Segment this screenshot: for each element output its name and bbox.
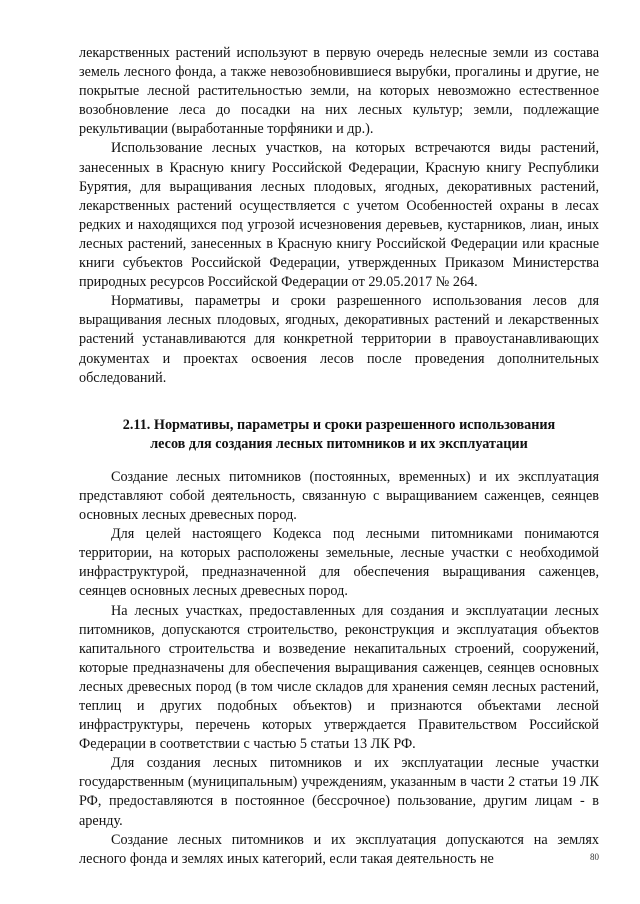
paragraph: На лесных участках, предоставленных для создания и эксплуатации лесных питомников, допускаются строительство, реконструкция и эксплуатация объектов капитального строительства и возведение некапитальных строений, сооружений, которые предназначены для обеспечения выращивания саженцев, сеянцев основных лесных древесных пород (в том числе складов для хранения семян лесных растений, теплиц и других подобных объектов) и признаются объектами лесной инфраструктуры, перечень которых утверждается Правительством Российской Федерации в соответствии с частью 5 статьи 13 ЛК РФ. [79, 602, 599, 753]
paragraph: Нормативы, параметры и сроки разрешенного использования лесов для выращивания лесных плодовых, ягодных, декоративных растений и лекарственных растений устанавливаются для конкретной территории в правоустанавливающих документах и проектах освоения лесов после проведения дополнительных обследований. [79, 293, 599, 386]
page-body [79, 44, 599, 869]
paragraph: Использование лесных участков, на которых встречаются виды растений, занесенных в Красную книгу Российской Федерации, Красную книгу Республики Бурятия, для выращивания лесных плодовых, ягодных, декоративных растений, лекарственных растений осуществляется с учетом Особенностей охраны в лесах редких и находящихся под угрозой исчезновения деревьев, кустарников, лиан, иных лесных растений, занесенных в Красную книгу Российской Федерации или красные книги субъектов Российской Федерации, утвержденных Приказом Министерства природных ресурсов Российской Федерации от 29.05.2017 № 264. [79, 140, 599, 291]
section-heading [79, 416, 599, 454]
section-heading-line: 2.11. Нормативы, параметры и сроки разрешенного использования [122, 416, 556, 433]
paragraph: Создание лесных питомников (постоянных, временных) и их эксплуатация представляют собой деятельность, связанную с выращиванием саженцев, сеянцев основных лесных древесных пород. [79, 468, 599, 524]
paragraph: Для целей настоящего Кодекса под лесными питомниками понимаются территории, на которых расположены земельные, лесные участки с необходимой инфраструктурой, предназначенной для обеспечения выращивания саженцев, сеянцев основных лесных древесных пород. [79, 526, 599, 600]
page-number: 80 [590, 852, 599, 862]
paragraph: лекарственных растений используют в первую очередь нелесные земли из состава земель лесного фонда, а также невозобновившиеся вырубки, прогалины и другие, не покрытые лесной растительностью земли, на которых невозможно естественное возобновление леса до посадки на них лесных культур; земли, подлежащие рекультивации (выработанные торфяники и др.). [79, 45, 599, 138]
paragraph: Создание лесных питомников и их эксплуатация допускаются на землях лесного фонда и землях иных категорий, если такая деятельность не [79, 831, 599, 867]
section-heading-line: лесов для создания лесных питомников и их эксплуатации [150, 435, 528, 452]
paragraph: Для создания лесных питомников и их эксплуатации лесные участки государственным (муниципальным) учреждениям, указанным в части 2 статьи 19 ЛК РФ, предоставляются в постоянное (бессрочное) пользование, другим лицам - в аренду. [79, 755, 599, 829]
